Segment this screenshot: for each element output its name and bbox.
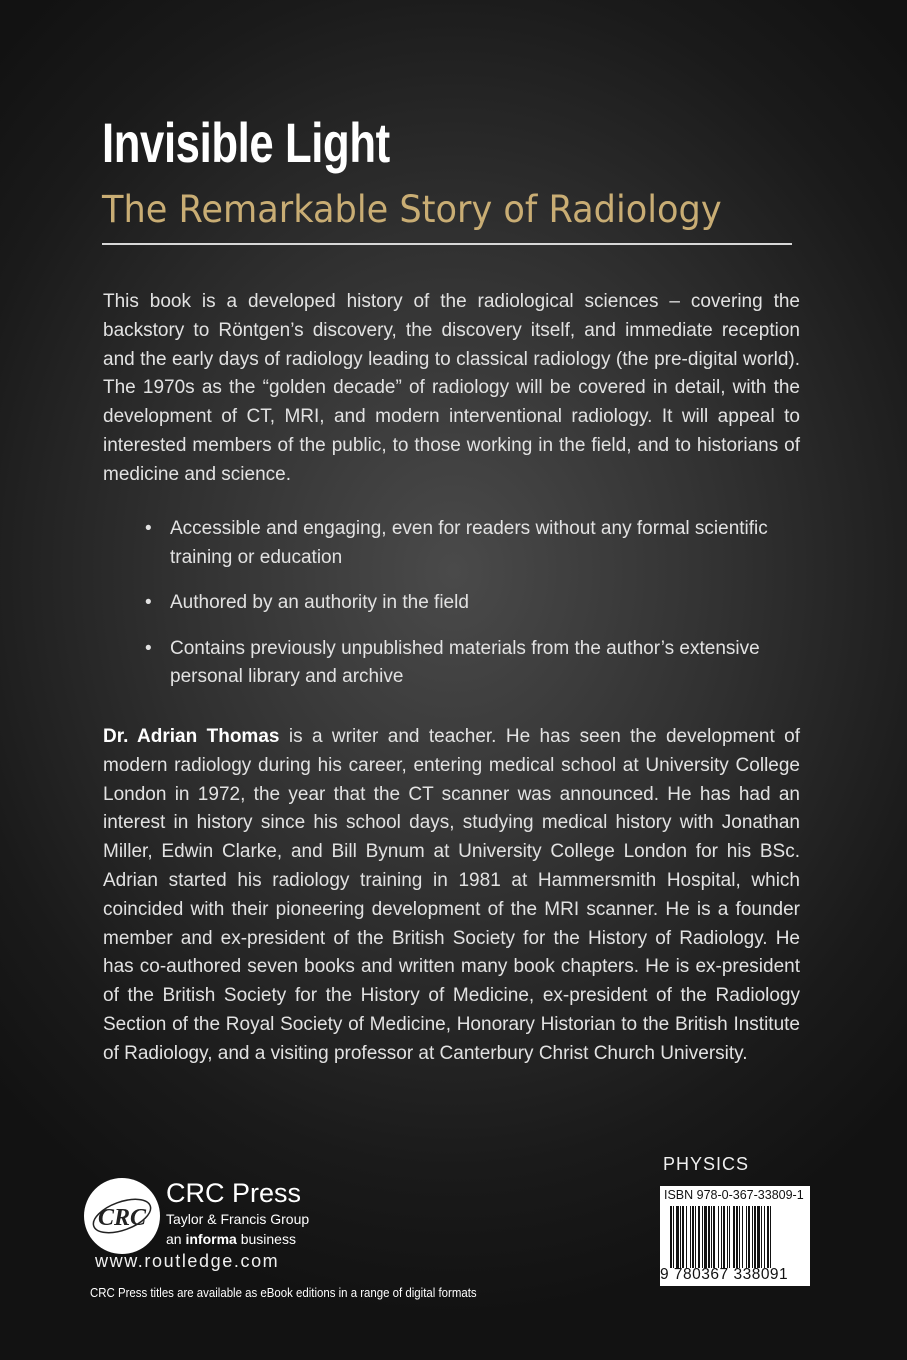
list-item: • Authored by an authority in the field xyxy=(103,589,800,618)
barcode-bar xyxy=(733,1206,735,1268)
publisher-name: CRC Press xyxy=(166,1178,302,1208)
crc-logo-icon xyxy=(87,1181,157,1251)
publisher-informa: an informa business xyxy=(166,1231,296,1247)
list-item: • Accessible and engaging, even for readers without any formal scientific training or education xyxy=(103,515,800,573)
barcode-bar xyxy=(673,1206,674,1268)
barcode-bar xyxy=(702,1206,703,1268)
publisher-website[interactable]: www.routledge.com xyxy=(95,1251,280,1271)
barcode-bar xyxy=(723,1206,725,1268)
barcode-bar xyxy=(736,1206,738,1268)
feature-list xyxy=(103,515,800,709)
barcode-bar xyxy=(708,1206,710,1268)
book-subtitle: The Remarkable Story of Radiology xyxy=(102,188,722,231)
barcode-bar xyxy=(686,1206,687,1268)
author-bio: is a writer and teacher. He has seen the development of modern radiology during his career, entering medical school at University College London in 1972, the year that the CT scanner was announced. He has had an interest in history since his school days, studying medical history with Jonathan Miller, Edwin Clarke, and Bill Bynum at University College London for his BSc. Adrian started his radiology training in 1981 at Hammersmith Hospital, which coincided with their pioneering development of the MRI scanner. He is a founder member and ex-president of the British Society for the History of Radiology. He has co-authored seven books and written many book chapters. He is ex-president of the British Society for the History of Medicine, ex-president of the Radiology Section of the Royal Society of Medicine, Honorary Historian to the British Institute of Radiology, and a visiting professor at Canterbury Christ Church University. xyxy=(103,726,801,1064)
publisher-group: Taylor & Francis Group xyxy=(166,1211,310,1227)
barcode-bar xyxy=(713,1206,715,1268)
barcode-bar xyxy=(754,1206,756,1268)
barcode-bar xyxy=(748,1206,750,1268)
barcode-bar xyxy=(690,1206,691,1268)
title-divider xyxy=(102,243,792,245)
author-name: Dr. Adrian Thomas xyxy=(103,726,280,747)
barcode-bar xyxy=(676,1206,679,1268)
publisher-logo xyxy=(84,1178,160,1254)
barcode-bar xyxy=(746,1206,747,1268)
list-item: • Contains previously unpublished materials from the author’s extensive personal library and archive xyxy=(103,635,800,693)
barcode-bar xyxy=(739,1206,740,1268)
barcode-bar xyxy=(729,1206,730,1268)
barcode-bar xyxy=(761,1206,762,1268)
barcode-bar xyxy=(692,1206,694,1268)
barcode-bar xyxy=(721,1206,722,1268)
barcode-bar xyxy=(742,1206,743,1268)
barcode-bar xyxy=(682,1206,684,1268)
description-paragraph: This book is a developed history of the radiological sciences – covering the backstory to Röntgen’s discovery, the discovery itself, and immediate reception and the early days of radiology leading to classical radiology (the pre-digital world). The 1970s as the “golden decade” of radiology will be covered in detail, with the development of CT, MRI, and modern interventional radiology. It will appeal to interested members of the public, to those working in the field, and to historians of medicine and science. xyxy=(103,291,800,485)
author-bio-paragraph xyxy=(103,723,800,1069)
barcode-bar xyxy=(698,1206,700,1268)
isbn-label: ISBN 978-0-367-33809-1 xyxy=(664,1188,804,1202)
barcode xyxy=(660,1186,810,1286)
barcode-bar xyxy=(680,1206,681,1268)
barcode-bar xyxy=(704,1206,707,1268)
bullet-icon: • xyxy=(145,518,152,539)
barcode-bar xyxy=(757,1206,760,1268)
ebook-note: CRC Press titles are available as eBook editions in a range of digital formats xyxy=(90,1285,477,1300)
barcode-bar xyxy=(767,1206,769,1268)
bullet-icon: • xyxy=(145,637,152,659)
bullet-icon: • xyxy=(145,592,152,614)
logo-text: CRC xyxy=(97,1205,147,1231)
barcode-bar xyxy=(770,1206,771,1268)
book-title: Invisible Light xyxy=(102,111,390,174)
barcode-bars-icon xyxy=(670,1206,804,1268)
barcode-bar xyxy=(764,1206,765,1268)
barcode-bar xyxy=(752,1206,753,1268)
barcode-bar xyxy=(718,1206,719,1268)
barcode-bar xyxy=(695,1206,696,1268)
barcode-digits: 9 780367 338091 xyxy=(660,1266,789,1283)
barcode-bar xyxy=(670,1206,672,1268)
category-label: PHYSICS xyxy=(663,1154,750,1174)
barcode-bar xyxy=(727,1206,728,1268)
barcode-bar xyxy=(711,1206,712,1268)
